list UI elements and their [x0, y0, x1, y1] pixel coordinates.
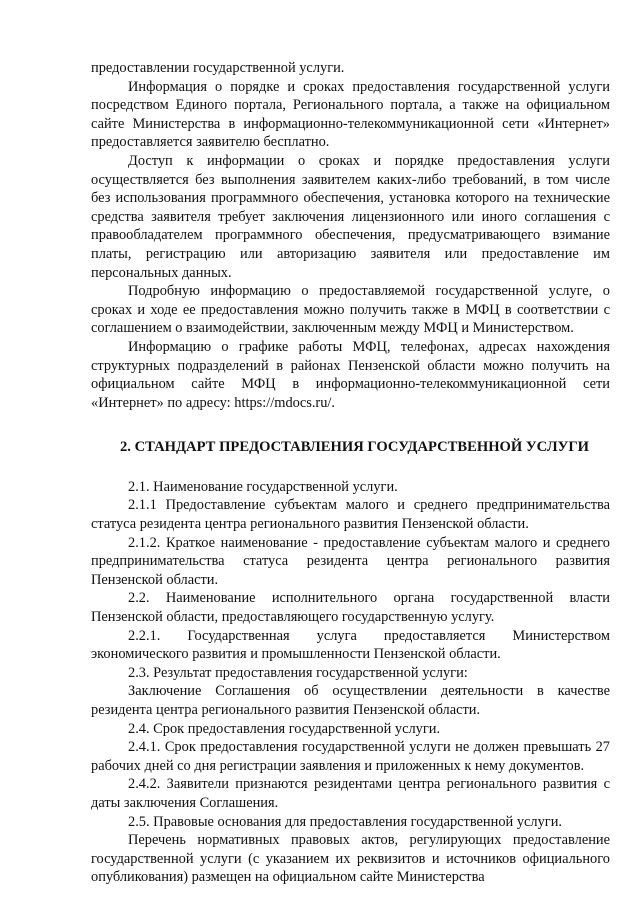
paragraph-2-4: 2.4. Срок предоставления государственной услуги. — [128, 720, 441, 737]
paragraph-result: Заключение Соглашения об осуществлении деятельности в качестве резидента центра регионального развития Пензенской области. — [91, 683, 610, 718]
paragraph-2-5: 2.5. Правовые основания для предоставления государственной услуги. — [128, 813, 562, 830]
paragraph-2-1-2: 2.1.2. Краткое наименование - предоставление субъектам малого и среднего предпринимательства статуса резидента центра регионального развития Пензенской области. — [91, 534, 610, 588]
paragraph-2-1-1: 2.1.1 Предоставление субъектам малого и среднего предпринимательства статуса резидента центра регионального развития Пензенской области. — [91, 497, 610, 533]
standard-section — [91, 478, 610, 887]
paragraph-legal-acts: Перечень нормативных правовых актов, регулирующих предоставление государственной услуги (с указанием их реквизитов и источников официального опубликования) размещен на официальном сайте Министерства — [91, 832, 610, 886]
paragraph-2-4-1: 2.4.1. Срок предоставления государственной услуги не должен превышать 27 рабочих дней со дня регистрации заявления и приложенных к нему документов. — [91, 739, 610, 774]
paragraph-2-2: 2.2. Наименование исполнительного органа государственной власти Пензенской области, предоставляющего государственную услугу. — [91, 590, 610, 626]
section-heading: 2. СТАНДАРТ ПРЕДОСТАВЛЕНИЯ ГОСУДАРСТВЕННОЙ УСЛУГИ — [119, 439, 590, 456]
paragraph-2-3: 2.3. Результат предоставления государственной услуги: — [128, 664, 468, 681]
paragraph-mfc-schedule: Информацию о графике работы МФЦ, телефонах, адресах нахождения структурных подразделений в районах Пензенской области можно получить на официальном сайте МФЦ в информационно-телекоммуникационной сети «Интернет» по адресу: https://mdocs.ru/. — [91, 338, 610, 411]
paragraph-mfc-info: Подробную информацию о предоставляемой государственной услуге, о сроках и ходе ее предоставления можно получить также в МФЦ в соответствии с соглашением о взаимодействии, заключенным между МФЦ и Министерством. — [91, 283, 610, 337]
paragraph-continuation: предоставлении государственной услуги. — [91, 60, 345, 76]
intro-section — [91, 59, 610, 412]
paragraph-2-4-2: 2.4.2. Заявители признаются резидентами центра регионального развития с даты заключения Соглашения. — [91, 776, 610, 811]
paragraph-access: Доступ к информации о сроках и порядке предоставления услуги осуществляется без выполнения заявителем каких-либо требований, в том числе без использования программного обеспечения, установка которого на технические средства заявителя требует заключения лицензионного или иного соглашения с правообладателем программного обеспечения, предусматривающего взимание платы, регистрацию или авторизацию заявителя или предоставление им персональных данных. — [91, 152, 610, 281]
paragraph-2-2-1: 2.2.1. Государственная услуга предоставляется Министерством экономического развития и промышленности Пензенской области. — [91, 627, 610, 663]
paragraph-info-free: Информация о порядке и сроках предоставления государственной услуги посредством Единого портала, Регионального портала, а также на официальном сайте Министерства в информационно-телекоммуникационной сети «Интернет» предоставляется заявителю бесплатно. — [91, 78, 610, 151]
paragraph-2-1: 2.1. Наименование государственной услуги. — [128, 478, 398, 495]
